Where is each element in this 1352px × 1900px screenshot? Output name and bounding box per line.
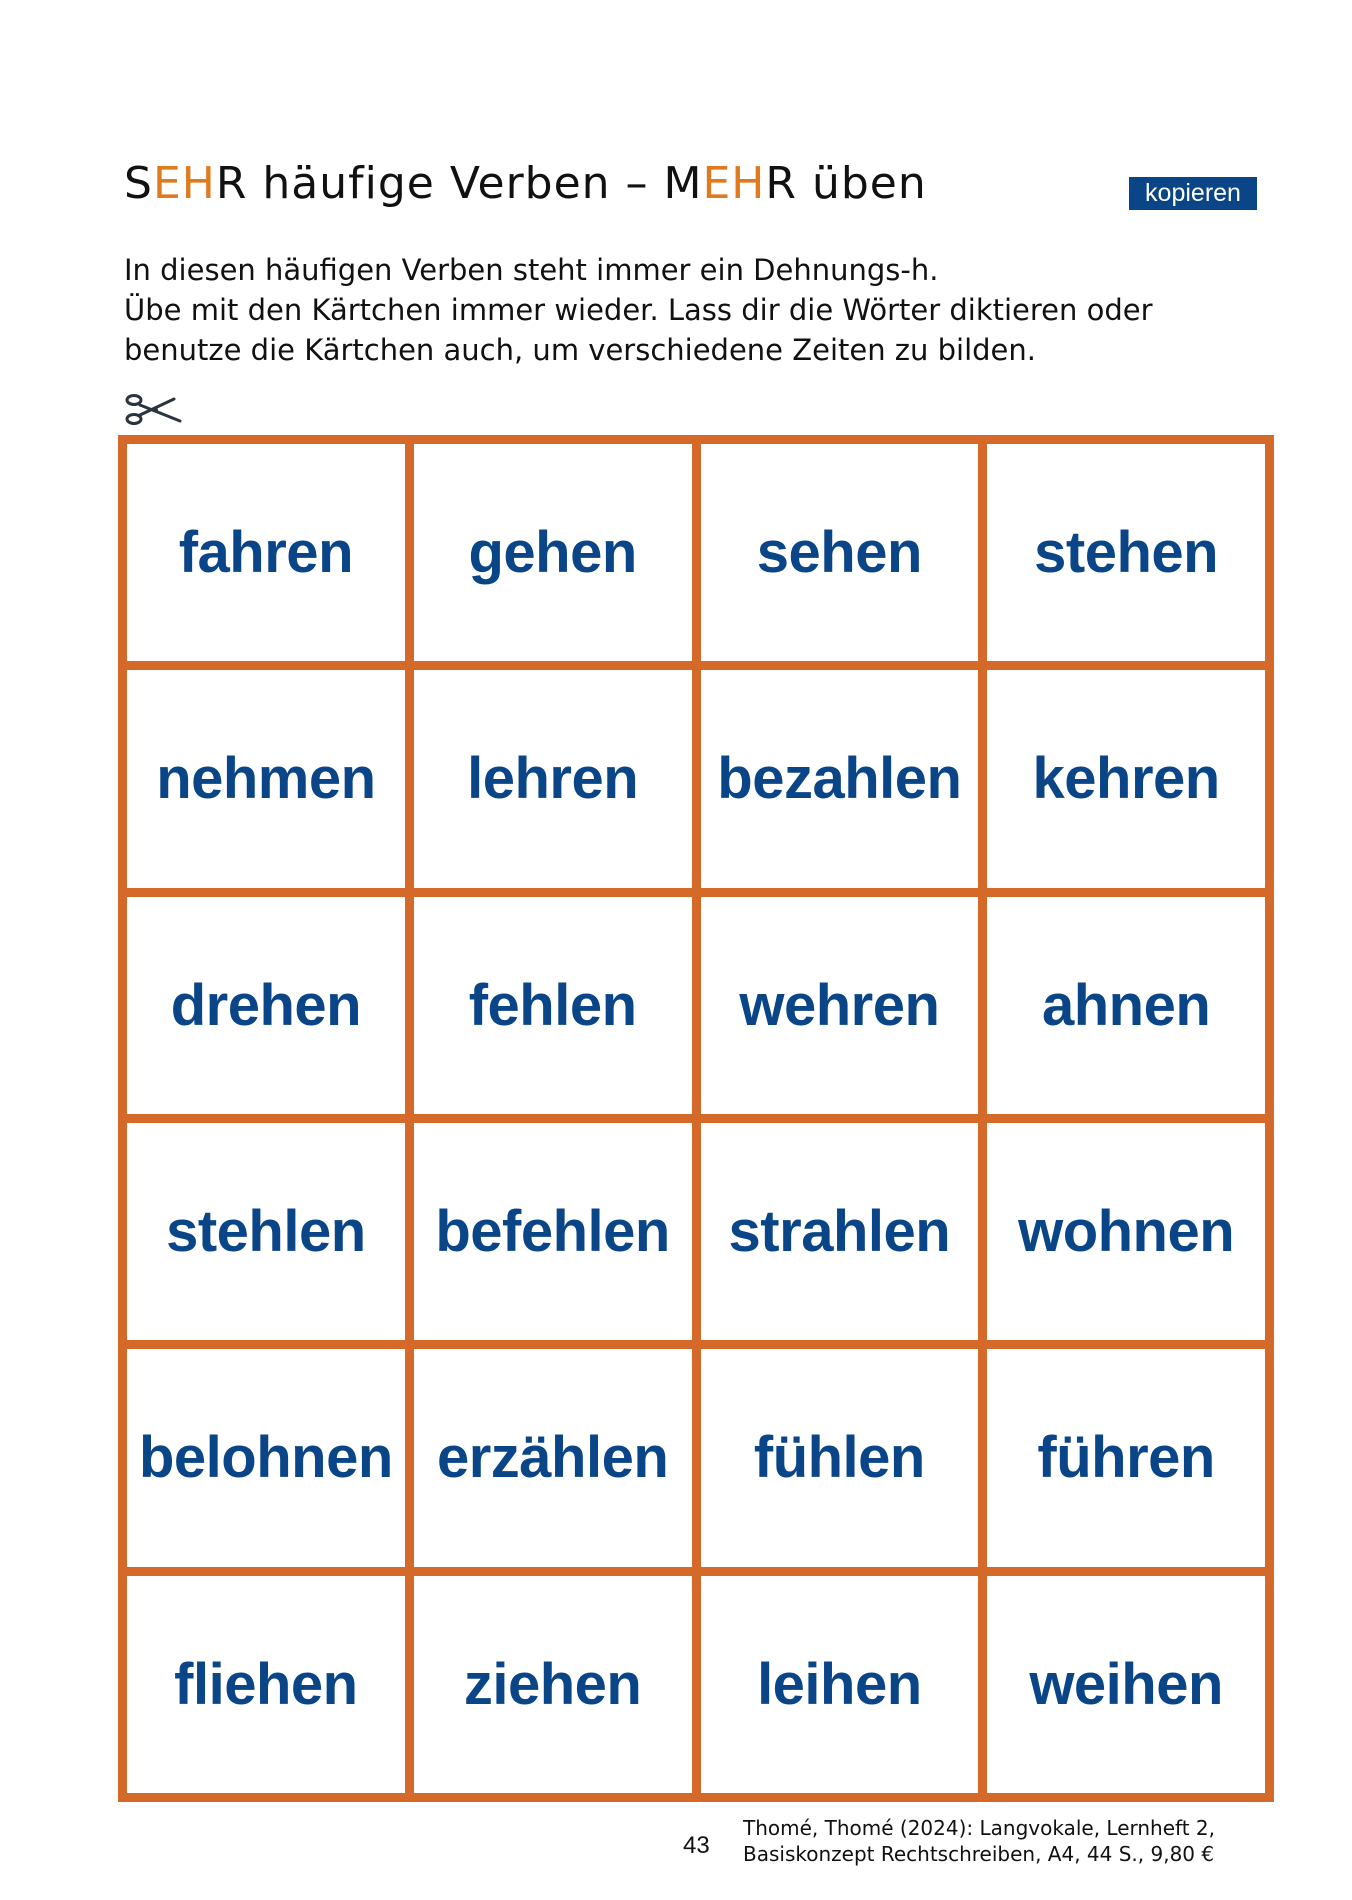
title-part: S (124, 158, 153, 209)
word-card[interactable] (987, 444, 1265, 661)
word-card[interactable] (701, 897, 979, 1114)
word-card-label: ziehen (463, 1651, 642, 1717)
word-card-label: wehren (739, 972, 940, 1038)
citation (743, 1815, 1215, 1867)
word-card-label: kehren (1032, 746, 1220, 812)
word-card[interactable] (414, 897, 692, 1114)
word-card[interactable] (987, 1349, 1265, 1566)
word-card-label: strahlen (728, 1199, 951, 1265)
word-card[interactable] (987, 897, 1265, 1114)
title-part-highlight: EH (702, 158, 766, 209)
word-card-label: drehen (170, 972, 362, 1038)
word-card-label: stehlen (166, 1199, 366, 1265)
word-card[interactable] (701, 670, 979, 887)
word-card-label: sehen (756, 520, 922, 586)
word-card-label: fühlen (753, 1425, 925, 1491)
title-part: R häufige Verben – M (215, 158, 703, 209)
word-card-grid (118, 435, 1274, 1802)
word-card-label: stehen (1034, 520, 1219, 586)
word-card[interactable] (127, 670, 405, 887)
word-card[interactable] (987, 1576, 1265, 1793)
word-card-label: ahnen (1041, 972, 1211, 1038)
word-card-label: gehen (468, 520, 637, 586)
word-card-label: fliehen (174, 1651, 358, 1717)
word-card[interactable] (701, 444, 979, 661)
word-card-label: führen (1037, 1425, 1215, 1491)
word-card[interactable] (127, 444, 405, 661)
word-card-label: erzählen (436, 1425, 669, 1491)
intro-line: In diesen häufigen Verben steht immer ein Dehnungs-h. (124, 253, 939, 287)
copy-badge: kopieren (1129, 177, 1257, 210)
word-card-label: weihen (1029, 1651, 1223, 1717)
word-card-label: lehren (467, 746, 639, 812)
citation-line: Basiskonzept Rechtschreiben, A4, 44 S., 9,80 € (743, 1842, 1215, 1866)
citation-line: Thomé, Thomé (2024): Langvokale, Lernheft 2, (743, 1816, 1216, 1840)
word-card-label: befehlen (435, 1199, 670, 1265)
intro-line: benutze die Kärtchen auch, um verschiedene Zeiten zu bilden. (124, 333, 1036, 367)
word-card-label: fehlen (468, 972, 637, 1038)
word-card[interactable] (987, 1123, 1265, 1340)
intro-line: Übe mit den Kärtchen immer wieder. Lass dir die Wörter diktieren oder (124, 293, 1153, 327)
word-card-label: belohnen (138, 1425, 393, 1491)
word-card[interactable] (701, 1123, 979, 1340)
word-card[interactable] (127, 897, 405, 1114)
intro-text (124, 250, 1244, 370)
word-card-label: fahren (178, 520, 353, 586)
word-card[interactable] (127, 1123, 405, 1340)
word-card[interactable] (127, 1576, 405, 1793)
page-number: 43 (683, 1832, 710, 1859)
word-card[interactable] (987, 670, 1265, 887)
word-card[interactable] (414, 1123, 692, 1340)
word-card[interactable] (414, 1576, 692, 1793)
title-part-highlight: EH (152, 158, 216, 209)
title-part: R üben (765, 158, 927, 209)
word-card[interactable] (414, 1349, 692, 1566)
word-card-label: nehmen (156, 746, 376, 812)
word-card-label: wohnen (1018, 1199, 1235, 1265)
word-card-label: leihen (757, 1651, 922, 1717)
word-card[interactable] (414, 444, 692, 661)
word-card-label: bezahlen (717, 746, 962, 812)
word-card[interactable] (701, 1576, 979, 1793)
word-card[interactable] (127, 1349, 405, 1566)
word-card[interactable] (701, 1349, 979, 1566)
scissors-icon (124, 391, 184, 427)
word-card[interactable] (414, 670, 692, 887)
page-title (124, 158, 927, 209)
